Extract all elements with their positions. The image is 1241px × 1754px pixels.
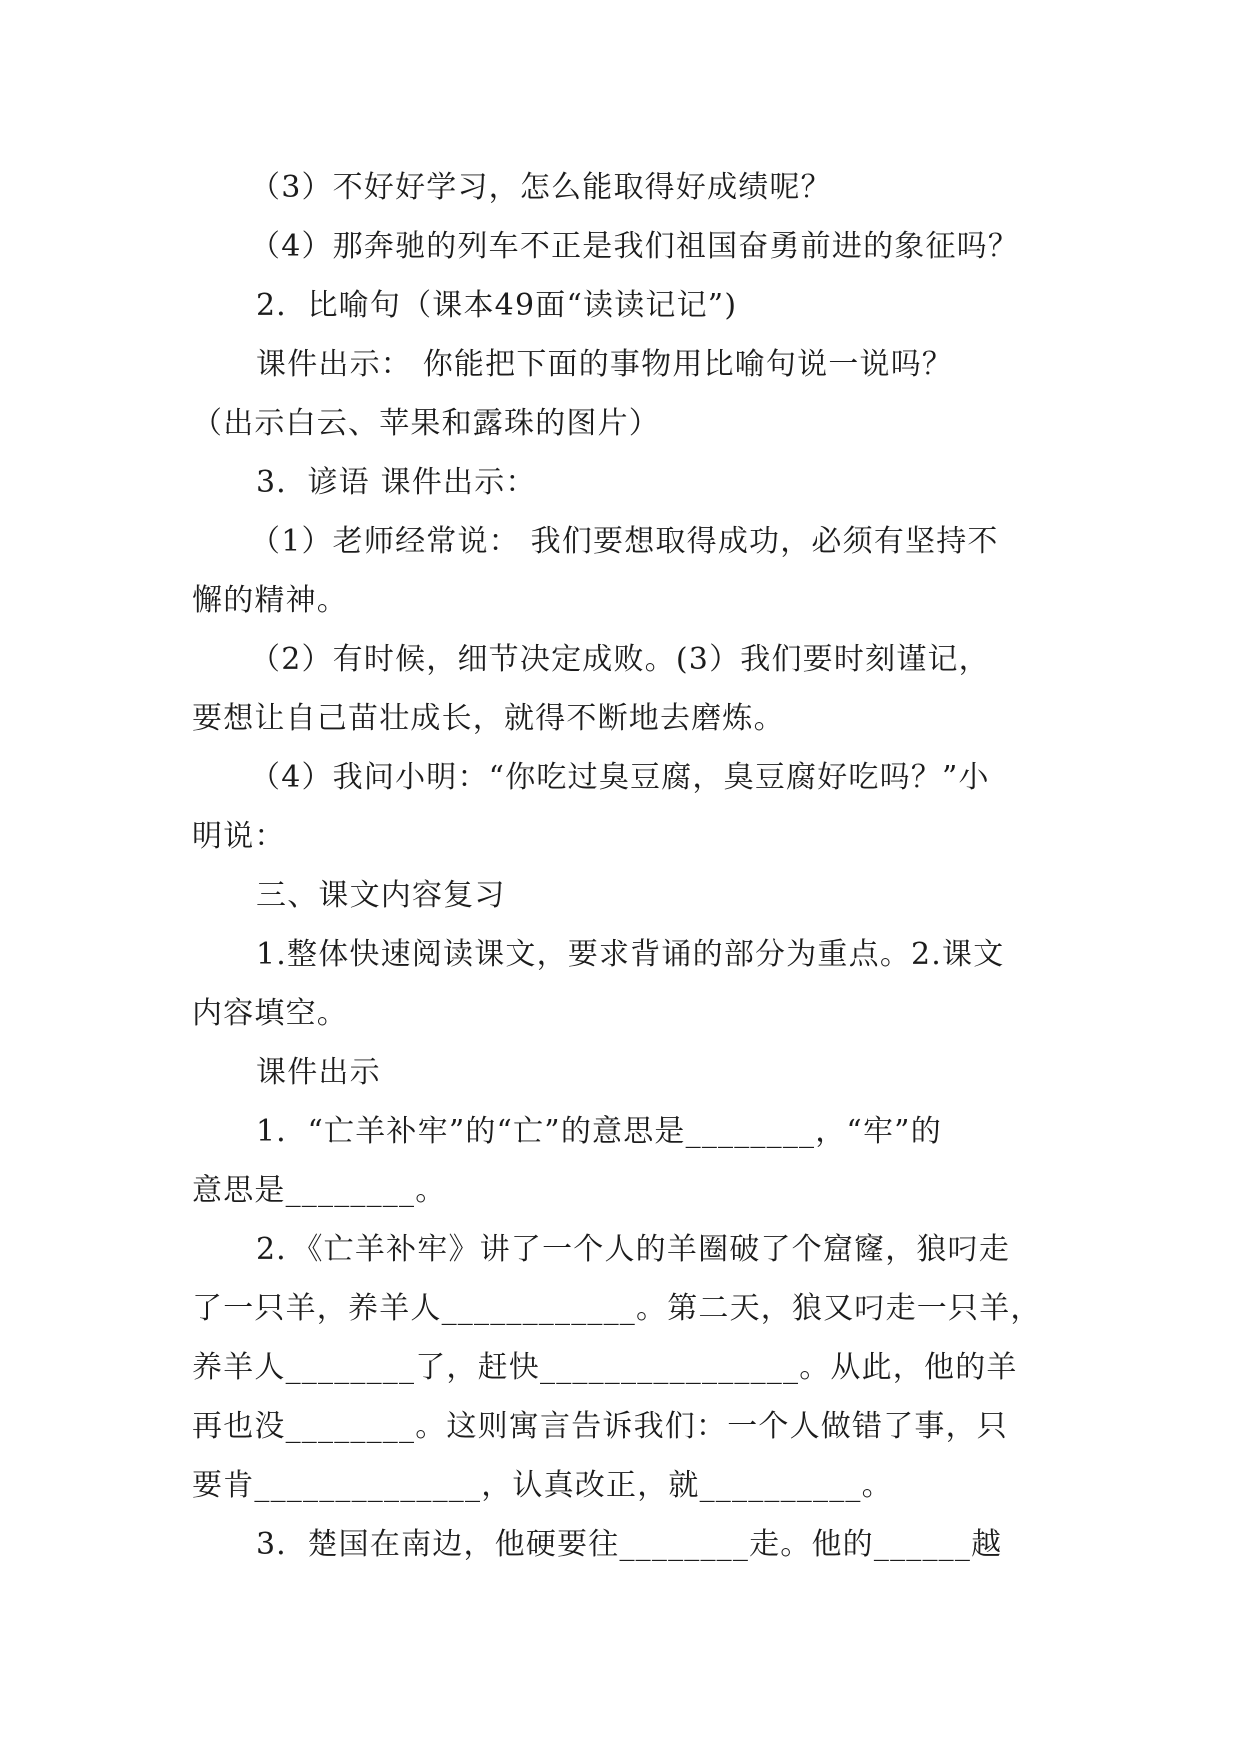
text-line-2: （4）那奔驰的列车不正是我们祖国奋勇前进的象征吗？ [250, 229, 1020, 264]
text-line-1: （3）不好好学习，怎么能取得好成绩呢？ [250, 170, 832, 205]
text-line-17: 1．“亡羊补牢”的“亡”的意思是________，“牢”的 [256, 1114, 942, 1149]
text-line-8: 懈的精神。 [192, 583, 348, 618]
text-line-12: 明说： [192, 819, 286, 854]
text-line-19: 2．《亡羊补牢》讲了一个人的羊圈破了个窟窿，狼叼走 [256, 1232, 1011, 1267]
document-body [192, 158, 1052, 1574]
text-line-22: 再也没________。这则寓言告诉我们：一个人做错了事，只 [192, 1409, 1008, 1444]
text-line-4: 课件出示： 你能把下面的事物用比喻句说一说吗？ [256, 347, 954, 382]
text-line-23: 要肯______________，认真改正，就__________。 [192, 1468, 893, 1503]
text-line-15: 内容填空。 [192, 996, 348, 1031]
text-line-24: 3．楚国在南边，他硬要往________走。他的______越 [256, 1527, 1003, 1562]
text-line-6: 3．谚语 课件出示： [256, 465, 537, 500]
text-line-10: 要想让自己苗壮成长，就得不断地去磨炼。 [192, 701, 785, 736]
text-line-3: 2．比喻句（课本49面“读读记记”) [256, 288, 738, 323]
text-line-14: 1.整体快速阅读课文，要求背诵的部分为重点。2.课文 [256, 937, 1005, 972]
text-line-21: 养羊人________了，赶快________________。从此，他的羊 [192, 1350, 1018, 1385]
text-line-5: （出示白云、苹果和露珠的图片） [192, 406, 660, 441]
text-line-16: 课件出示 [256, 1055, 381, 1090]
text-line-18: 意思是________。 [192, 1173, 447, 1208]
text-line-7: （1）老师经常说： 我们要想取得成功，必须有坚持不 [250, 524, 999, 559]
section-heading: 三、课文内容复习 [256, 878, 506, 913]
text-line-20: 了一只羊，养羊人____________。第二天，狼又叼走一只羊， [192, 1291, 1042, 1326]
text-line-9: （2）有时候，细节决定成败。(3）我们要时刻谨记， [250, 642, 990, 677]
text-line-11: （4）我问小明：“你吃过臭豆腐，臭豆腐好吃吗？”小 [250, 760, 990, 795]
